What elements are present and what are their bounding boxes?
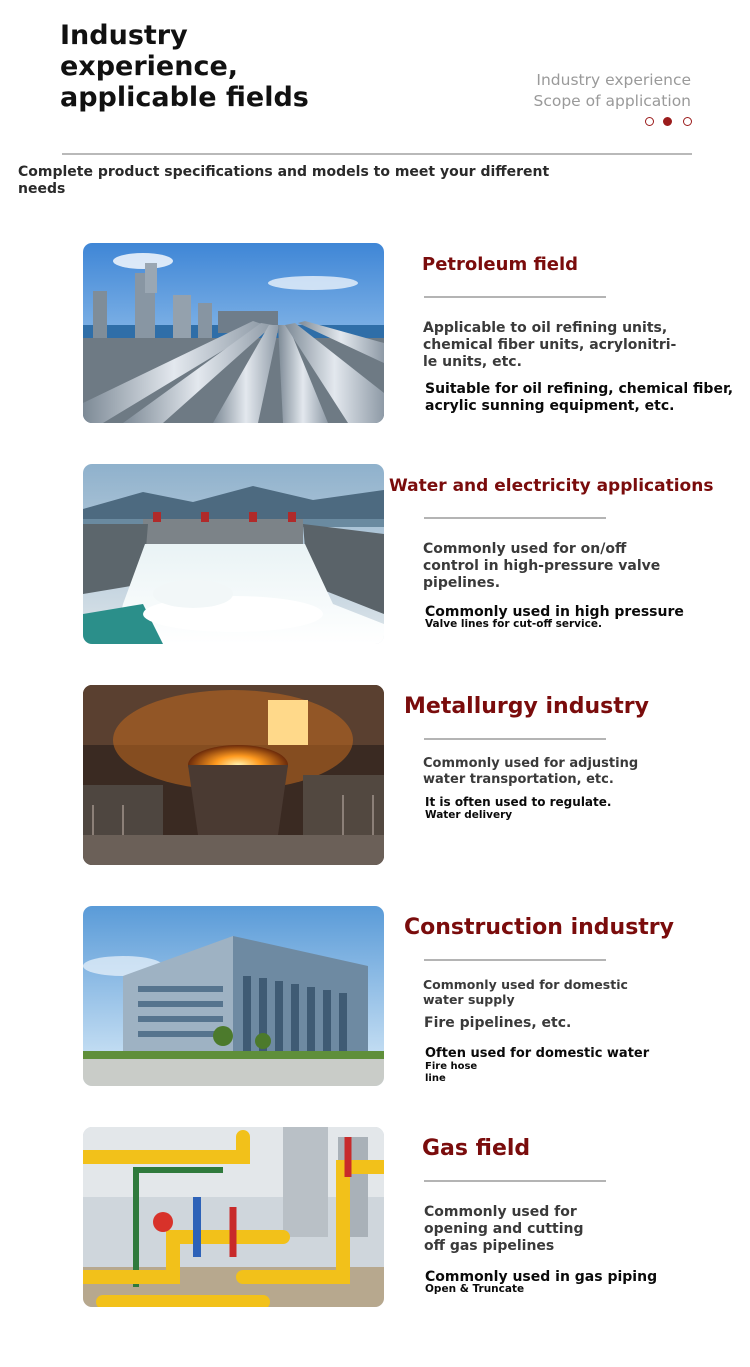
field-divider (424, 1180, 606, 1182)
intro-line: needs (18, 181, 66, 197)
oil-refinery-pipelines-image (83, 243, 384, 423)
pager-dot-active (663, 117, 672, 126)
hydroelectric-dam-image (83, 464, 384, 644)
field-note (425, 1269, 735, 1295)
section-subtitle (533, 70, 691, 112)
description-line: chemical fiber units, acrylonitri- (423, 337, 677, 353)
description-line: Commonly used for domestic (423, 977, 628, 992)
steel-smelting-image (83, 685, 384, 865)
note-line: Open & Truncate (425, 1283, 525, 1295)
page-title (60, 20, 320, 113)
description-line: Applicable to oil refining units, (423, 320, 668, 336)
description-line: off gas pipelines (424, 1238, 555, 1254)
note-line: acrylic sunning equipment, etc. (425, 398, 675, 414)
field-title: Gas field (422, 1136, 531, 1161)
note-line: Valve lines for cut-off service. (425, 618, 602, 630)
office-building-image (83, 906, 384, 1086)
description-line: Commonly used for adjusting (423, 756, 639, 771)
header-divider (62, 153, 692, 155)
note-line: Often used for domestic water (425, 1046, 650, 1061)
field-title: Petroleum field (422, 254, 579, 275)
field-title: Water and electricity applications (389, 476, 714, 496)
description-line: water transportation, etc. (423, 772, 614, 787)
subtitle-line: Industry experience (536, 71, 691, 89)
pager-dots (644, 116, 700, 128)
page-title-line: experience, (60, 51, 239, 82)
description-line: water supply (423, 992, 515, 1007)
field-divider (424, 517, 606, 519)
description-line: Commonly used for on/off (423, 541, 627, 557)
intro-text (18, 164, 548, 198)
note-line: Commonly used in gas piping (425, 1269, 658, 1285)
note-line: Commonly used in high pressure (425, 604, 684, 620)
description-line: opening and cutting (424, 1221, 584, 1237)
description-line: Commonly used for (424, 1204, 577, 1220)
intro-line: Complete product specifications and models to meet your different (18, 164, 550, 180)
field-note (425, 604, 735, 630)
field-description (423, 320, 723, 371)
description-line: Fire pipelines, etc. (424, 1015, 572, 1031)
field-note (425, 381, 735, 415)
field-title: Construction industry (404, 915, 674, 940)
field-description (423, 541, 723, 592)
field-note (425, 795, 735, 821)
note-line: Suitable for oil refining, chemical fiber, (425, 381, 734, 397)
note-line: It is often used to regulate. (425, 795, 612, 809)
field-note (425, 1046, 735, 1085)
pager-dot (683, 117, 692, 126)
field-description-extra (424, 1015, 724, 1032)
gas-pipeline-station-image (83, 1127, 384, 1307)
note-line: line (425, 1073, 446, 1084)
field-divider (424, 296, 606, 298)
page-title-line: Industry (60, 20, 188, 51)
page-title-line: applicable fields (60, 82, 309, 113)
field-divider (424, 959, 606, 961)
description-line: pipelines. (423, 575, 501, 591)
field-title: Metallurgy industry (404, 694, 649, 719)
description-line: le units, etc. (423, 354, 522, 370)
field-description (424, 1204, 724, 1255)
field-divider (424, 738, 606, 740)
pager-dot (645, 117, 654, 126)
note-line: Water delivery (425, 809, 513, 821)
subtitle-line: Scope of application (533, 92, 691, 110)
description-line: control in high-pressure valve (423, 558, 661, 574)
field-description (423, 756, 723, 788)
field-description (423, 977, 723, 1007)
note-line: Fire hose (425, 1061, 478, 1072)
